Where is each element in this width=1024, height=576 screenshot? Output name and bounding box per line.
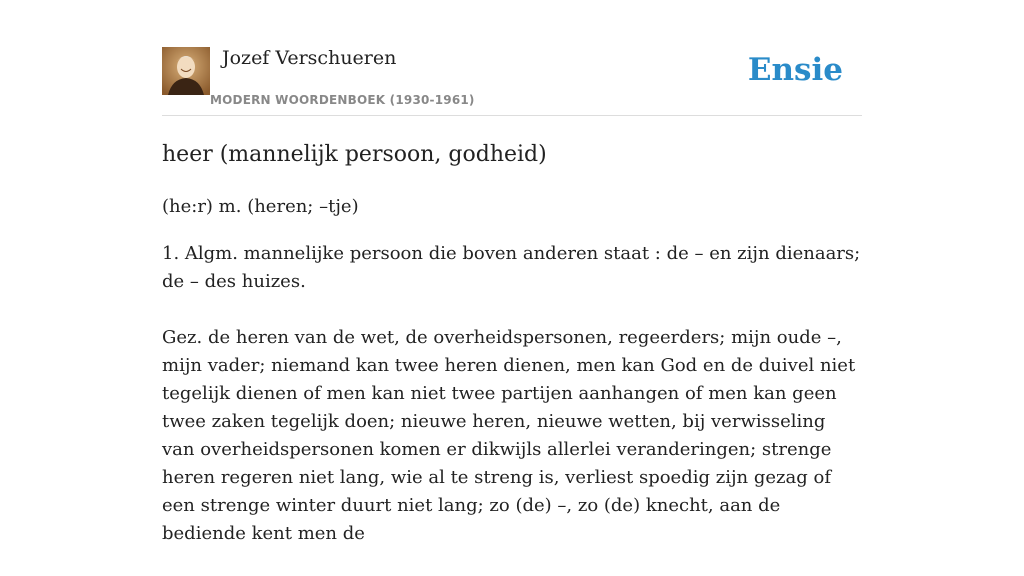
- source-label[interactable]: MODERN WOORDENBOEK (1930-1961): [210, 93, 475, 107]
- dictionary-page: [162, 0, 862, 544]
- author-portrait-icon: [162, 47, 210, 95]
- author-avatar[interactable]: [162, 47, 210, 95]
- author-name[interactable]: Jozef Verschueren: [222, 47, 397, 69]
- header-divider: [162, 115, 862, 116]
- brand-logo[interactable]: Ensie: [747, 52, 843, 88]
- definition-paragraph: Gez. de heren van de wet, de overheidspersonen, regeerders; mijn oude –, mijn vader; niemand kan twee heren dienen, men kan God en de duivel niet tegelijk dienen of men kan niet twee partijen aanhangen of men kan geen twee zaken tegelijk doen; nieuwe heren, nieuwe wetten, bij verwisseling van overheidspersonen komen er dikwijls allerlei veranderingen; strenge heren regeren niet lang, wie al te streng is, verliest spoedig zijn gezag of een strenge winter duurt niet lang; zo (de) –, zo (de) knecht, aan de bediende kent men de: [162, 327, 856, 544]
- entry-pronunciation: (he:r) m. (heren; –tje): [162, 196, 359, 217]
- entry-definition: [162, 240, 862, 576]
- entry-title: heer (mannelijk persoon, godheid): [162, 142, 547, 167]
- definition-paragraph: 1. Algm. mannelijke persoon die boven anderen staat : de – en zijn dienaars; de – des huizes.: [162, 243, 861, 292]
